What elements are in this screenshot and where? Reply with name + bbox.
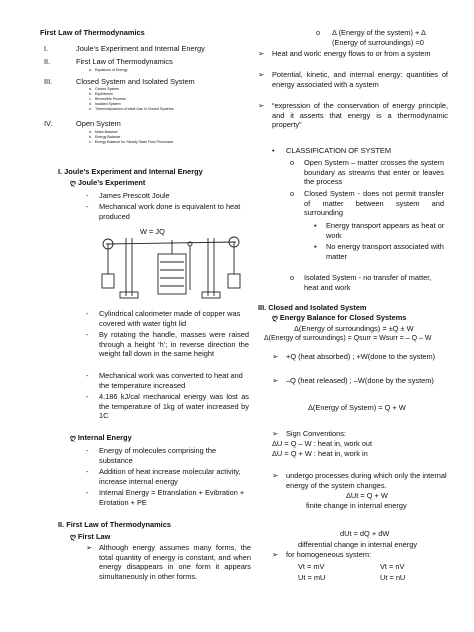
document-title: First Law of Thermodynamics: [40, 28, 145, 37]
toc-sub: b. Energy Balance: [89, 135, 121, 139]
arrow-bullet-icon: ➢: [258, 101, 265, 110]
negative-convention: –Q (heat released) ; –W(done by the system): [286, 376, 434, 385]
section-1-title: I. Joule’s Experiment and Internal Energy: [58, 167, 203, 176]
first-law-text: Although energy assumes many forms, the total quantity of energy is constant, and when energy disappears in one form it appears simultaneously in other forms.: [99, 543, 251, 581]
toc-sub: d. Isolated System: [89, 102, 121, 106]
dash-bullet: -: [86, 392, 89, 401]
dash-bullet: -: [86, 191, 89, 200]
arrow-bullet-icon: ➢: [86, 543, 93, 552]
energy-system-equation: Δ(Energy of System) = Q + W: [308, 403, 406, 412]
toc-sub: a. Mass Balance: [89, 130, 118, 134]
toc-num-1: I.: [44, 44, 49, 53]
arrow-bullet-icon: ➢: [258, 49, 265, 58]
toc-sub: a. Closed System: [89, 87, 120, 91]
sign-convention-1: ΔU = Q – W : heat in, work out: [272, 439, 373, 448]
joule-bullet-1: James Prescott Joule: [99, 191, 170, 200]
arrow-bullet-icon: ➢: [272, 376, 279, 385]
joule-detail-3: Mechanical work was converted to heat and the temperature increased: [99, 371, 243, 390]
dash-bullet: -: [86, 309, 89, 318]
toc-sub: b. Equilibrium: [89, 92, 113, 96]
volume-mole-eq: Vt = nV: [380, 562, 405, 571]
joule-detail-1: Cylindrical calorimeter made of copper was covered with water tight lid: [99, 309, 241, 328]
equation-surroundings-1: Δ(Energy of surroundings) = ±Q ± W: [294, 324, 414, 333]
toc-item-4: Open System: [76, 119, 121, 128]
toc-sub: c. Reversible Process: [89, 97, 126, 101]
conservation-eq-line-2: (Energy of surroundings) =0: [332, 38, 424, 47]
energy-balance-heading: ღ Energy Balance for Closed Systems: [272, 313, 407, 322]
first-law-heading: ღ First Law: [70, 532, 111, 541]
square-bullet: ▪: [314, 221, 317, 230]
sign-conventions-title: Sign Conventions:: [286, 429, 346, 438]
circle-bullet: o: [290, 158, 295, 167]
joule-heading: ღ Joule’s Experiment: [70, 178, 146, 187]
toc-sub: e. Thermodynamics of Ideal Gas in Closed Systems: [89, 107, 174, 111]
section-3-title: III. Closed and Isolated System: [258, 303, 367, 312]
dash-bullet: -: [86, 330, 89, 339]
ie-bullet-1: Energy of molecules comprising the substance: [99, 446, 217, 465]
volume-mass-eq: Vt = mV: [298, 562, 325, 571]
arrow-bullet-icon: ➢: [272, 352, 279, 361]
joule-apparatus-figure: [96, 234, 246, 300]
circle-bullet: o: [290, 273, 295, 282]
dot-bullet: •: [272, 146, 275, 155]
toc-item-2: First Law of Thermodynamics: [76, 57, 173, 66]
undergo-note: undergo processes during which only the internal energy of the system changes.: [286, 471, 447, 490]
arrow-bullet-icon: ➢: [258, 70, 265, 79]
swirl-bullet-icon: ღ: [70, 532, 76, 541]
figure-label: W = JQ: [140, 227, 165, 236]
heat-work-note: Heat and work: energy flows to or from a system: [272, 49, 431, 58]
toc-num-4: IV.: [44, 119, 53, 128]
closed-sub-1: Energy transport appears as heat or work: [326, 221, 445, 240]
energy-forms-note: Potential, kinetic, and internal energy: quantities of energy associated with a system: [272, 70, 448, 89]
dash-bullet: -: [86, 371, 89, 380]
swirl-bullet-icon: ღ: [70, 433, 76, 442]
toc-item-1: Joule’s Experiment and Internal Energy: [76, 44, 205, 53]
joule-detail-2: By rotating the handle, masses were raised through a height ‘h’; in reverse direction the weight fall down in the same height: [99, 330, 249, 359]
equation-surroundings-2: Δ(Energy of surroundings) = Qsurr = Wsurr = – Q – W: [264, 335, 432, 342]
finite-change-label: finite change in internal energy: [306, 501, 407, 510]
ie-bullet-2: Addition of heat increase molecular activity, increase internal energy: [99, 467, 241, 486]
toc-item-3: Closed System and Isolated System: [76, 77, 195, 86]
classification-title: CLASSIFICATION OF SYSTEM: [286, 146, 391, 155]
circle-bullet: o: [290, 189, 295, 198]
joule-bullet-2: Mechanical work done is equivalent to heat produced: [99, 202, 241, 221]
energy-mass-eq: Ut = mU: [298, 573, 326, 582]
arrow-bullet-icon: ➢: [272, 471, 279, 480]
joule-detail-4: 4.186 kJ/cal mechanical energy was lost as the temperature of 1kg of water increased by 1C: [99, 392, 249, 421]
ie-formula: Internal Energy = Etranslation + Evibration + Erotation + PE: [99, 488, 245, 507]
internal-energy-equation: ΔUt = Q + W: [346, 491, 388, 500]
toc-sub: c. Energy Balance for Steady State Flow Processes: [89, 140, 174, 144]
toc-num-2: II.: [44, 57, 51, 66]
positive-convention: +Q (heat absorbed) ; +W(done to the system): [286, 352, 436, 361]
dash-bullet: -: [86, 202, 89, 211]
square-bullet: ▪: [314, 242, 317, 251]
isolated-system-def: Isolated System - no transfer of matter, heat and work: [304, 273, 432, 292]
closed-sub-2: No energy transport associated with matter: [326, 242, 444, 261]
closed-system-def: Closed System - does not permit transfer of matter between system and surrounding: [304, 189, 444, 218]
circle-bullet: o: [316, 28, 321, 37]
arrow-bullet-icon: ➢: [272, 550, 279, 559]
arrow-bullet-icon: ➢: [272, 429, 279, 438]
open-system-def: Open System – matter crosses the system boundary as streams that enter or leaves the process: [304, 158, 444, 187]
dash-bullet: -: [86, 488, 89, 497]
dash-bullet: -: [86, 446, 89, 455]
sign-convention-2: ΔU = Q + W : heat in, work in: [272, 449, 368, 458]
homogeneous-label: for homogeneous system:: [286, 550, 372, 559]
toc-num-3: III.: [44, 77, 53, 86]
toc-sub: a. Equations of Energy: [89, 68, 128, 72]
dash-bullet: -: [86, 467, 89, 476]
swirl-bullet-icon: ღ: [70, 178, 76, 187]
internal-energy-heading: ღ Internal Energy: [70, 433, 132, 442]
swirl-bullet-icon: ღ: [272, 313, 278, 322]
energy-mole-eq: Ut = nU: [380, 573, 406, 582]
conservation-eq-line-1: Δ (Energy of the system) + Δ: [332, 28, 426, 37]
conservation-quote: “expression of the conservation of energy principle, and it asserts that energy is a thermodynamic property”: [272, 101, 448, 130]
differential-change-label: differential change in internal energy: [298, 540, 418, 549]
differential-equation: dUt = dQ + dW: [340, 529, 390, 538]
section-2-title: II. First Law of Thermodynamics: [58, 520, 171, 529]
